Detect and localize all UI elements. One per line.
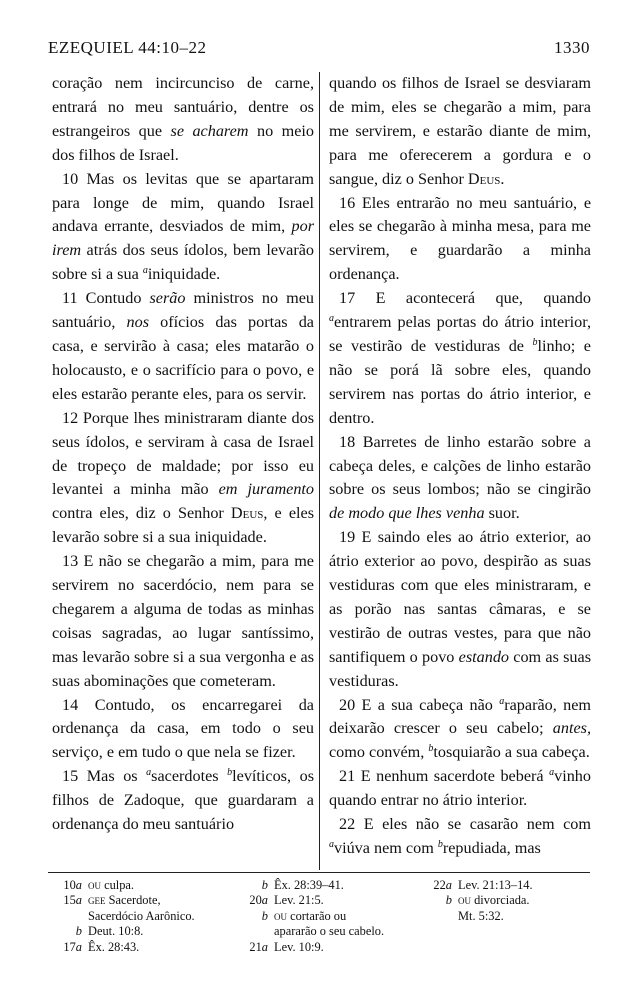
verse-17: 17 E acontecerá que, quando $^a$entrarem pelas portas do átrio interior, se vestirão de vestiduras de $^b$linho; e não se porá lã sobre eles, quando servirem nas portas do átrio interior, e dentro.: [329, 289, 591, 427]
verse-14: 14 Contudo, os encarregarei da ordenança da casa, em todo o seu serviço, e em tudo o que nela se fizer.: [52, 695, 314, 762]
footnote-key[interactable]: b: [445, 893, 452, 908]
verse-10: 10 Mas os levitas que se apartaram para longe de mim, quando Israel andava errante, desviados de mim, por irem atrás dos seus ídolos, bem levarão sobre si a sua $^a$iniquidade.: [52, 169, 314, 284]
column-divider: [319, 72, 320, 870]
footnote-tag: ou: [88, 878, 101, 892]
verse-18: 18 Barretes de linho estarão sobre a cabeça deles, e calções de linho estarão sobre os seus lombos; não se cingirão de modo que lhes venha suor.: [329, 432, 591, 523]
footnote-entry: [234, 909, 414, 924]
footnote-text: Sacerdote,: [105, 893, 161, 908]
running-header: [48, 38, 590, 62]
footnote-tag: ou: [458, 893, 471, 908]
left-column: [52, 72, 314, 837]
footnote-continuation: Mt. 5:32.: [458, 908, 504, 923]
chapter-reference: EZEQUIEL 44:10–22: [48, 38, 207, 57]
footnote-text: Êx. 28:39–41.: [274, 878, 344, 892]
footnote-entry: [234, 940, 414, 955]
footnote-marker[interactable]: a: [549, 767, 555, 779]
footnote-text: divorciada.: [471, 893, 530, 908]
verse-12: 12 Porque lhes ministraram diante dos seus ídolos, e serviram à casa de Israel de tropeço de maldade; por isso eu levantei a minha mão em juramento contra eles, diz o Senhor Deus, e eles levarão sobre si a sua iniquidade.: [52, 408, 315, 547]
verse-16: 16 Eles entrarão no meu santuário, e eles se chegarão à minha mesa, para me servirem, e guardarão a minha ordenança.: [329, 193, 591, 284]
footnote-marker[interactable]: a: [499, 695, 505, 707]
footnote-entry: [234, 893, 414, 908]
footnote-key[interactable]: 10a: [63, 878, 82, 892]
right-column: [329, 72, 591, 861]
footnote-text: Lev. 21:13–14.: [458, 878, 533, 892]
footnote-text: Êx. 28:43.: [88, 939, 140, 954]
footnote-key[interactable]: 22a: [433, 878, 452, 892]
footnote-text: Lev. 21:5.: [274, 893, 324, 908]
footnote-entry: [418, 893, 588, 908]
footnote-marker[interactable]: b: [437, 839, 443, 850]
footnote-divider: [48, 872, 590, 873]
footnote-marker[interactable]: a: [146, 767, 152, 779]
footnote-marker[interactable]: a: [329, 313, 334, 325]
footnote-marker[interactable]: a: [142, 265, 148, 277]
footnote-text: Deut. 10:8.: [88, 924, 144, 939]
footnote-entry: [48, 940, 228, 955]
verse-13: 13 E não se chegarão a mim, para me servirem no sacerdócio, nem para se chegarem a alguma de todas as minhas coisas sagradas, ao lugar santíssimo, mas levarão sobre si a sua vergonha e as suas abominações que cometeram.: [52, 552, 314, 690]
footnote-tag: gee: [88, 893, 106, 908]
verse-21: 21 E nenhum sacerdote beberá $^a$vinho quando entrar no átrio interior.: [329, 767, 591, 810]
verse-22: 22 E eles não se casarão nem com $^a$viúva nem com $^b$repudiada, mas: [329, 815, 591, 857]
footnote-continuation: Sacerdócio Aarônico.: [88, 908, 195, 923]
footnote-text: culpa.: [101, 878, 135, 892]
verse-9-continuation: coração nem incircunciso de carne, entrará no meu santuário, dentre os estrangeiros que se acharem no meio dos filhos de Israel.: [52, 74, 314, 164]
footnote-key[interactable]: 21a: [249, 939, 268, 954]
footnote-continuation: apararão o seu cabelo.: [274, 924, 385, 939]
footnote-key[interactable]: 17a: [63, 939, 82, 954]
footnote-marker[interactable]: b: [532, 336, 538, 348]
footnote-entry: [418, 878, 588, 893]
footnote-text: Lev. 10:9.: [274, 939, 324, 954]
footnote-key[interactable]: b: [261, 908, 268, 923]
footnote-key[interactable]: 20a: [249, 893, 268, 908]
footnote-marker[interactable]: b: [428, 743, 434, 755]
footnote-column-3: [418, 878, 588, 924]
footnote-key[interactable]: b: [75, 924, 82, 939]
verse-19: 19 E saindo eles ao átrio exterior, ao átrio exterior ao povo, despirão as suas vestiduras com que eles ministraram, e as porão nas santas câmaras, e se vestirão de outras vestes, para que não santifiquem o povo estando com as suas vestiduras.: [329, 528, 591, 690]
verse-11: 11 Contudo serão ministros no meu santuário, nos ofícios das portas da casa, e servirão à casa; eles matarão o holocausto, e o sacrifício para o povo, e eles estarão perante eles, para os servir.: [52, 289, 314, 403]
verse-15-continuation: quando os filhos de Israel se desviaram de mim, eles se chegarão a mim, para me servirem, e estarão diante de mim, para me oferecerem a gordura e o sangue, diz o Senhor Deus.: [329, 74, 591, 188]
footnote-entry: [48, 878, 228, 893]
footnote-marker[interactable]: b: [227, 767, 233, 779]
verse-20: 20 E a sua cabeça não $^a$raparão, nem deixarão crescer o seu cabelo; antes, como convém, $^b$tosquiarão a sua cabeça.: [329, 695, 591, 762]
footnote-column-2: [234, 878, 414, 955]
page-number: 1330: [554, 38, 590, 57]
footnote-tag: ou: [274, 908, 287, 923]
footnote-entry: [234, 878, 414, 893]
footnote-column-1: [48, 878, 228, 955]
footnote-text: cortarão ou: [287, 908, 347, 923]
footnote-key[interactable]: 15a: [63, 893, 82, 908]
verse-15: 15 Mas os $^a$sacerdotes $^b$levíticos, os filhos de Zadoque, que guardaram a ordenança do meu santuário: [52, 767, 314, 834]
footnote-key[interactable]: b: [261, 878, 268, 892]
footnote-entry: [48, 893, 228, 908]
footnote-entry: [48, 924, 228, 939]
footnote-marker[interactable]: a: [329, 839, 334, 850]
